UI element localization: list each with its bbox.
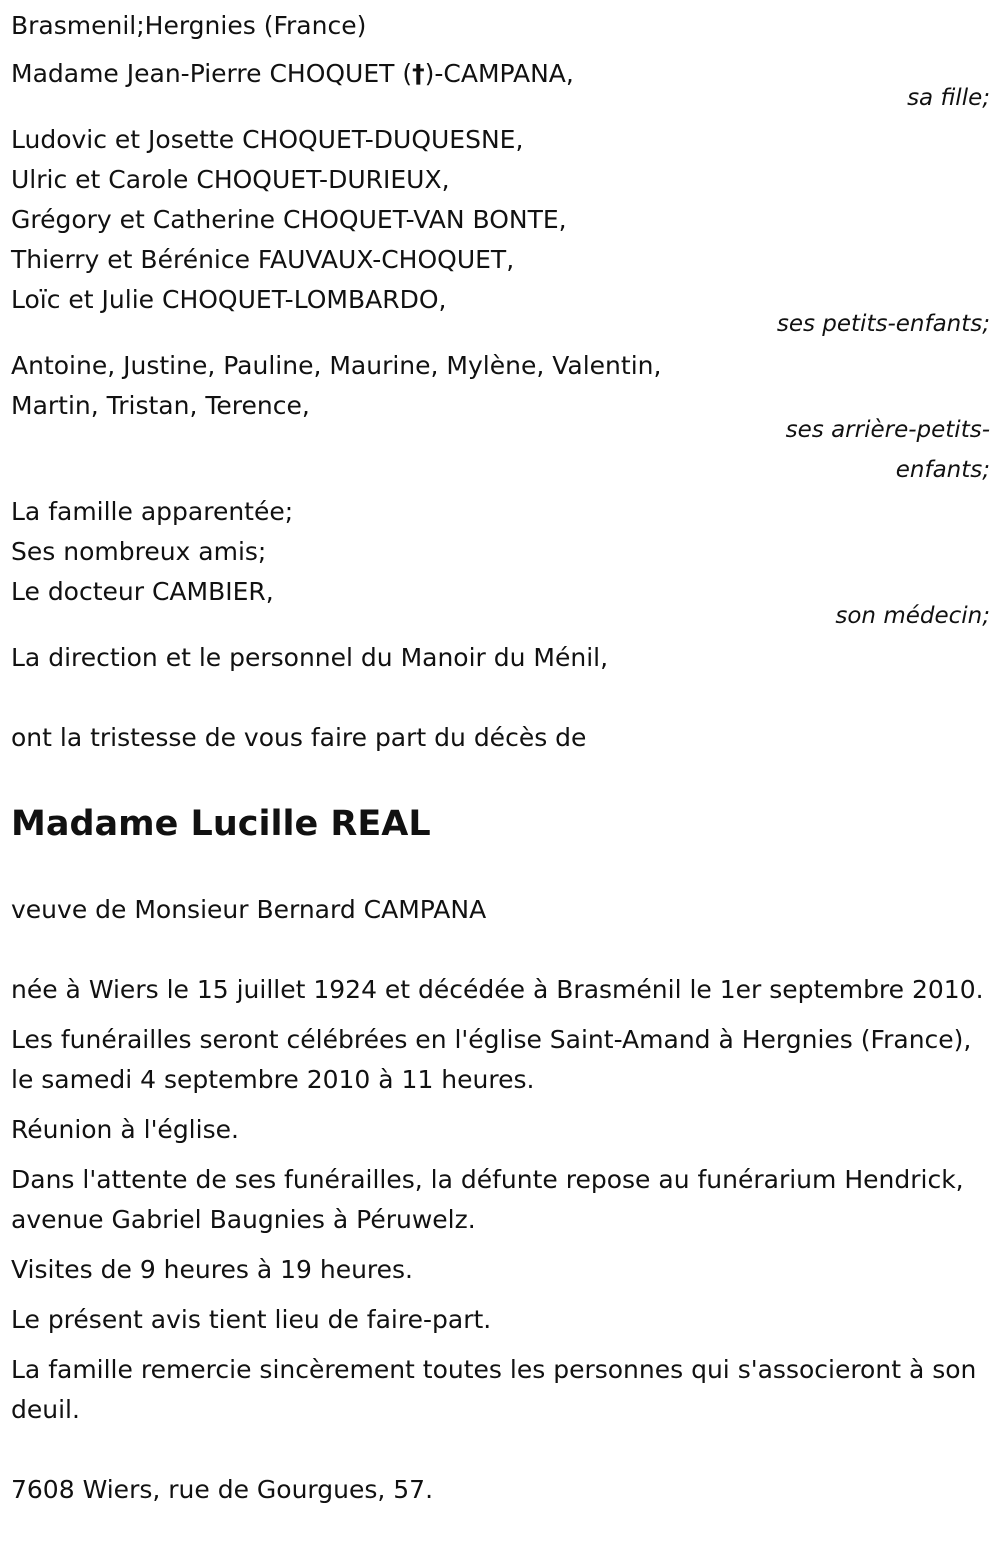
great-grandchildren-role-line2: enfants; [895, 457, 990, 483]
grandchildren-list [11, 120, 990, 320]
list-item: Ulric et Carole CHOQUET-DURIEUX, [11, 165, 450, 194]
others-list [11, 492, 990, 612]
daughter-role: sa fille; [907, 85, 990, 111]
cross-icon: † [412, 59, 425, 88]
list-item: Loïc et Julie CHOQUET-LOMBARDO, [11, 285, 447, 314]
announcement-intro: ont la tristesse de vous faire part du décès de [11, 723, 587, 752]
list-item: La famille apparentée; [11, 497, 294, 526]
list-item: Thierry et Bérénice FAUVAUX-CHOQUET, [11, 245, 515, 274]
deceased-name: Madame Lucille REAL [11, 804, 431, 844]
doctor-role: son médecin; [835, 603, 990, 629]
list-item: Martin, Tristan, Terence, [11, 391, 310, 420]
daughter-name-suffix: )-CAMPANA, [424, 59, 574, 88]
funeral-paragraph: Les funérailles seront célébrées en l'église Saint-Amand à Hergnies (France), le samedi 4 septembre 2010 à 11 heures. [11, 1025, 972, 1094]
visits-paragraph: Visites de 9 heures à 19 heures. [11, 1255, 414, 1284]
location-line: Brasmenil;Hergnies (France) [11, 11, 367, 40]
management-line: La direction et le personnel du Manoir du Ménil, [11, 643, 609, 672]
widow-of-line: veuve de Monsieur Bernard CAMPANA [11, 895, 487, 924]
list-item: Le docteur CAMBIER, [11, 577, 274, 606]
repose-paragraph: Dans l'attente de ses funérailles, la défunte repose au funérarium Hendrick, avenue Gabriel Baugnies à Péruwelz. [11, 1165, 964, 1234]
birth-death-paragraph: née à Wiers le 15 juillet 1924 et décédée à Brasménil le 1er septembre 2010. [11, 975, 984, 1004]
notice-paragraph: Le présent avis tient lieu de faire-part. [11, 1305, 492, 1334]
daughter-name-prefix: Madame Jean-Pierre CHOQUET ( [11, 59, 413, 88]
list-item: Antoine, Justine, Pauline, Maurine, Mylène, Valentin, [11, 351, 662, 380]
address-line: 7608 Wiers, rue de Gourgues, 57. [11, 1475, 434, 1504]
list-item: Ludovic et Josette CHOQUET-DUQUESNE, [11, 125, 524, 154]
meeting-paragraph: Réunion à l'église. [11, 1115, 239, 1144]
grandchildren-role: ses petits-enfants; [776, 311, 990, 337]
great-grandchildren-role-line1: ses arrière-petits- [785, 417, 990, 443]
list-item: Grégory et Catherine CHOQUET-VAN BONTE, [11, 205, 567, 234]
list-item: Ses nombreux amis; [11, 537, 267, 566]
thanks-paragraph: La famille remercie sincèrement toutes les personnes qui s'associeront à son deuil. [11, 1355, 977, 1424]
